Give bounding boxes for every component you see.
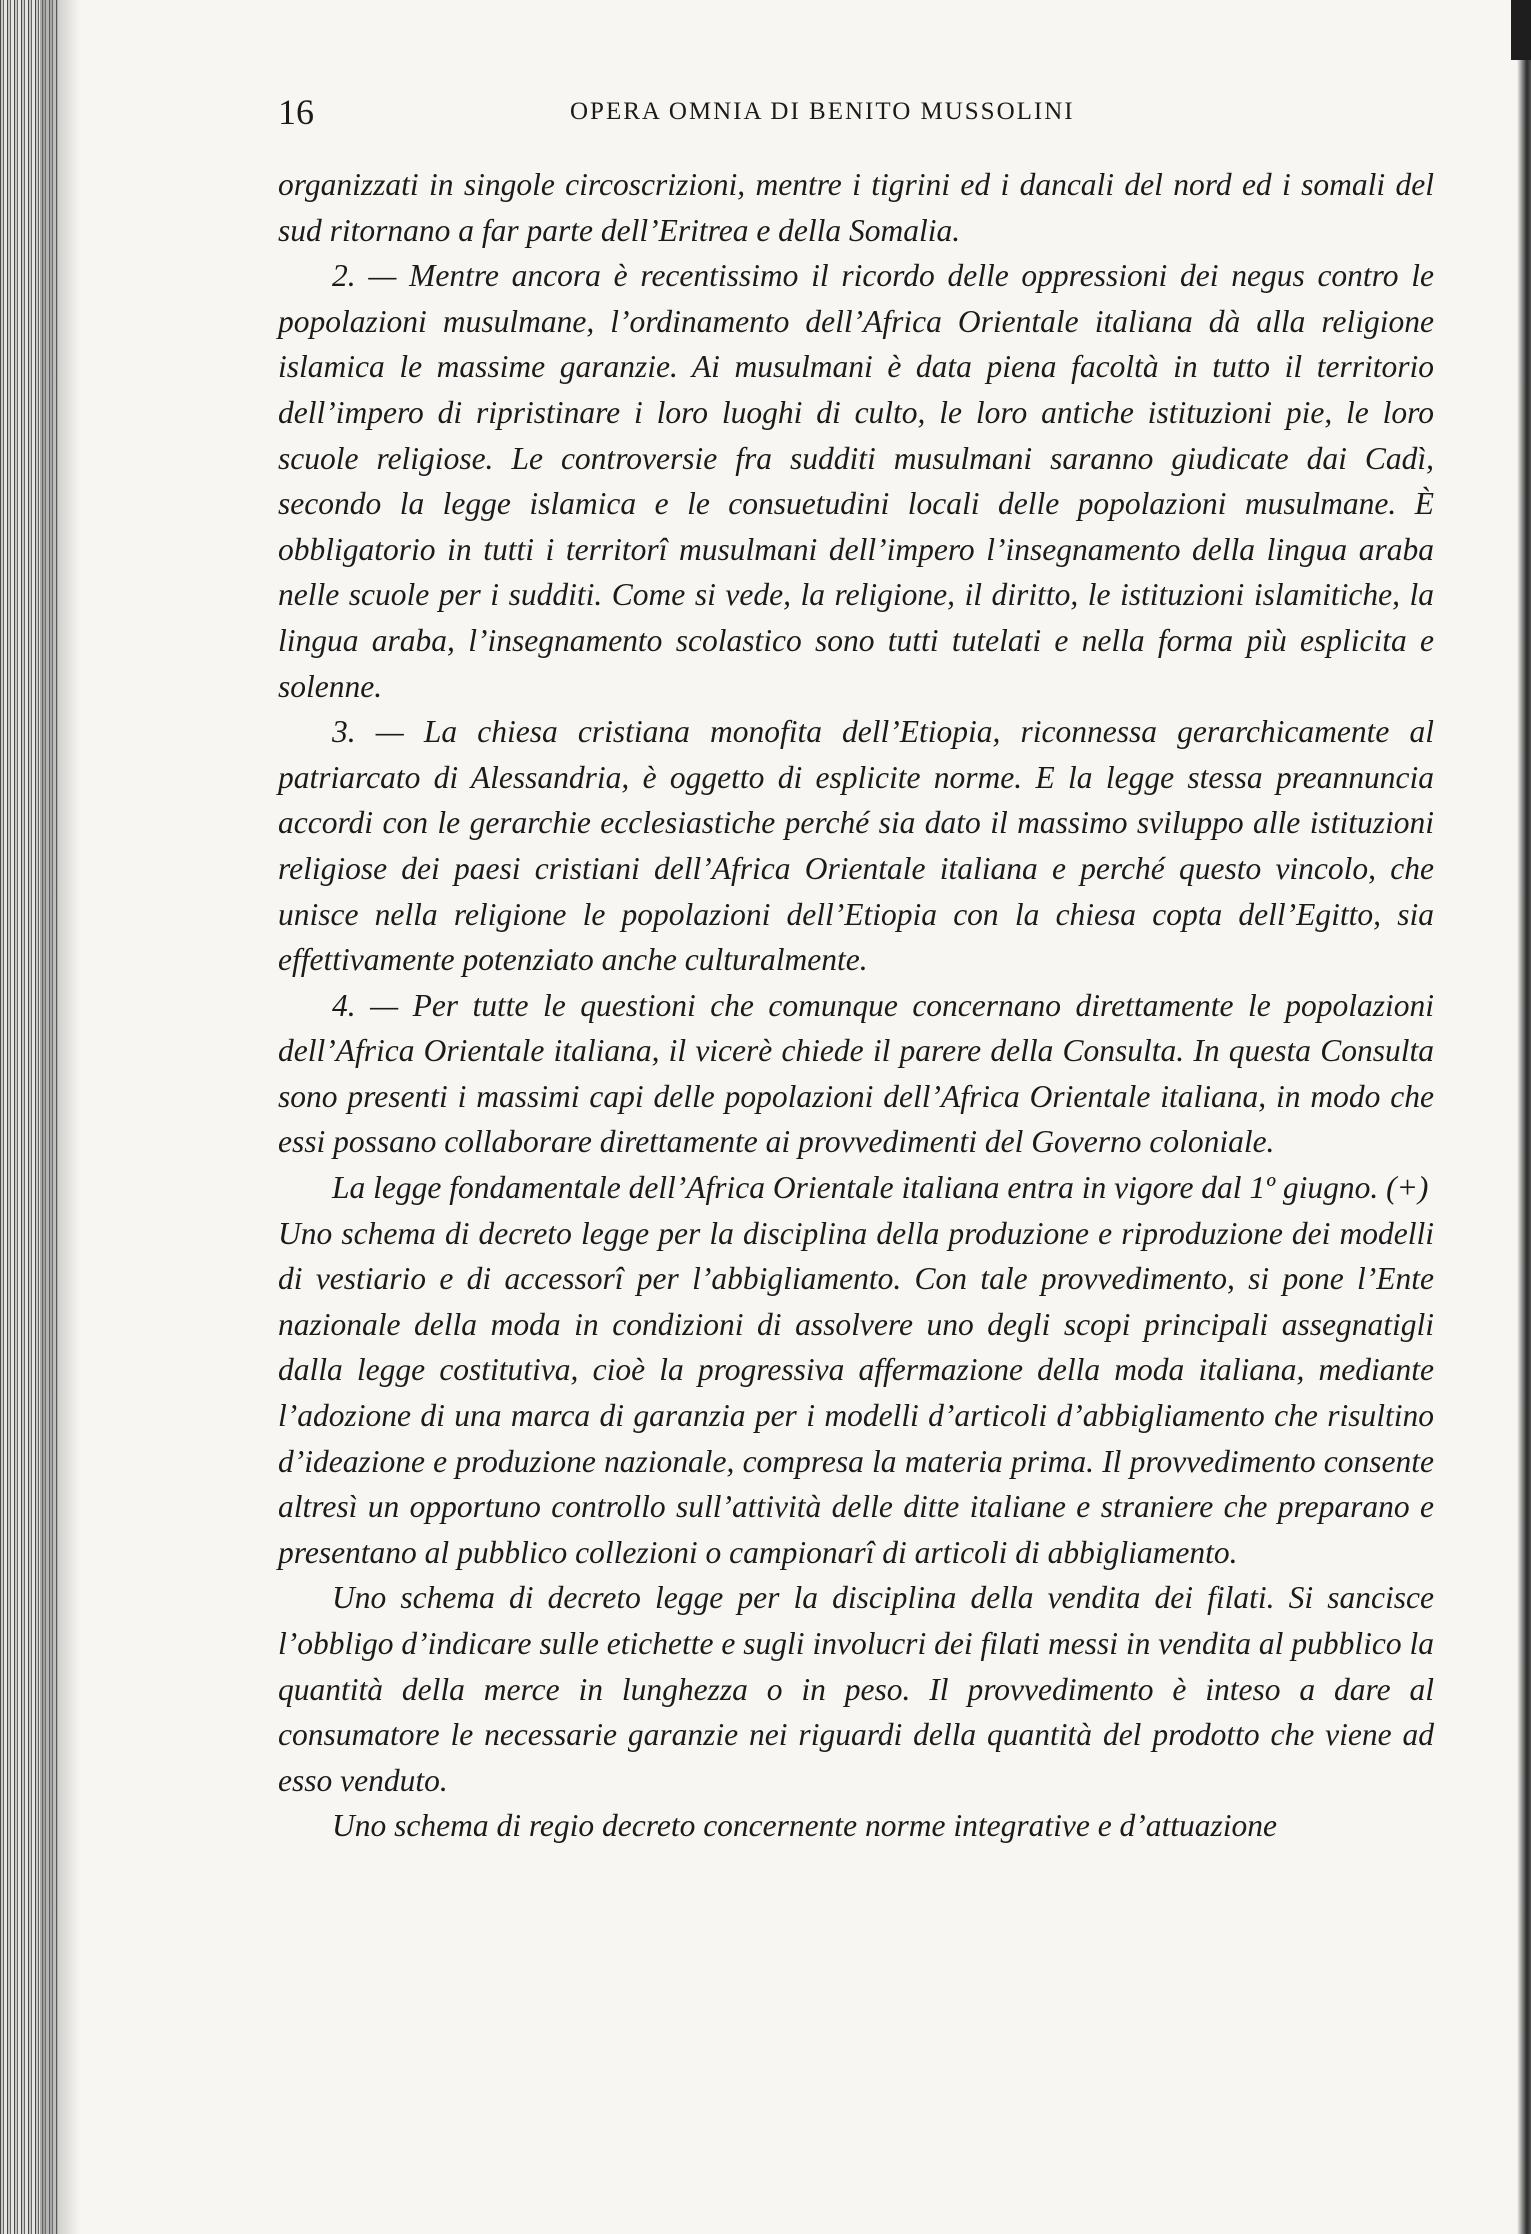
paragraph: Uno schema di decreto legge per la disciplina della produzione e riproduzione dei modelli di vestiario e di accessorî per l’abbigliamento. Con tale provvedimento, si pone l’Ente nazionale della moda in condizioni di assolvere uno degli scopi principali assegnatigli dalla legge costitutiva, cioè la progressiva affermazione della moda italiana, mediante l’adozione di una marca di garanzia per i modelli d’articoli d’abbigliamento che risultino d’ideazione e produzione nazionale, compresa la materia prima. Il provvedimento consente altresì un opportuno controllo sull’attività delle ditte italiane e straniere che preparano e presentano al pubblico collezioni o campionarî di articoli di abbigliamento. [278, 1215, 1434, 1570]
page-number: 16 [278, 92, 314, 132]
binding-shadow [40, 0, 80, 2234]
body-text [278, 162, 1434, 1849]
paragraph: 2. — Mentre ancora è recentissimo il ricordo delle oppressioni dei negus contro le popolazioni musulmane, l’ordinamento dell’Africa Orientale italiana dà alla religione islamica le massime garanzie. Ai musulmani è data piena facoltà in tutto il territorio dell’impero di ripristinare i loro luoghi di culto, le loro antiche istituzioni pie, le loro scuole religiose. Le controversie fra sudditi musulmani saranno giudicate dai Cadì, secondo la legge islamica e le consuetudini locali delle popolazioni musulmane. È obbligatorio in tutti i territorî musulmani dell’impero l’insegnamento della lingua araba nelle scuole per i sudditi. Come si vede, la religione, il diritto, le istituzioni islamitiche, la lingua araba, l’insegnamento scolastico sono tutti tutelati e nella forma più esplicita e solenne. [278, 258, 1434, 704]
paragraph: 3. — La chiesa cristiana monofita dell’Etiopia, riconnessa gerarchicamente al patriarcato di Alessandria, è oggetto di esplicite norme. E la legge stessa preannuncia accordi con le gerarchie ecclesiastiche perché sia dato il massimo sviluppo alle istituzioni religiose dei paesi cristiani dell’Africa Orientale italiana e perché questo vincolo, che unisce nella religione le popolazioni dell’Etiopia con la chiesa copta dell’Egitto, sia effettivamente potenziato anche culturalmente. [278, 714, 1434, 978]
paragraph: 4. — Per tutte le questioni che comunque concernano direttamente le popolazioni dell’Africa Orientale italiana, il vicerè chiede il parere della Consulta. In questa Consulta sono presenti i massimi capi delle popolazioni dell’Africa Orientale italiana, in modo che essi possano collaborare direttamente ai provvedimenti del Governo coloniale. [278, 987, 1434, 1160]
paragraph: organizzati in singole circoscrizioni, mentre i tigrini ed i dancali del nord ed i somali del sud ritornano a far parte dell’Eritrea e della Somalia. [278, 167, 1434, 248]
paragraph: Uno schema di decreto legge per la disciplina della vendita dei filati. Si sancisce l’obbligo d’indicare sulle etichette e sugli involucri dei filati messi in vendita al pubblico la quantità della merce in lunghezza o in peso. Il provvedimento è inteso a dare al consumatore le necessarie garanzie nei riguardi della quantità del prodotto che viene ad esso venduto. [278, 1580, 1434, 1798]
paragraph: La legge fondamentale dell’Africa Orientale italiana entra in vigore dal 1º giugno. (+) [332, 1170, 1429, 1206]
right-edge-shadow [1517, 0, 1531, 2234]
right-edge-corner [1511, 0, 1531, 60]
running-head: OPERA OMNIA DI BENITO MUSSOLINI [570, 98, 1075, 125]
paragraph: Uno schema di regio decreto concernente norme integrative e d’attuazione [332, 1808, 1278, 1844]
page-header [278, 92, 1428, 132]
